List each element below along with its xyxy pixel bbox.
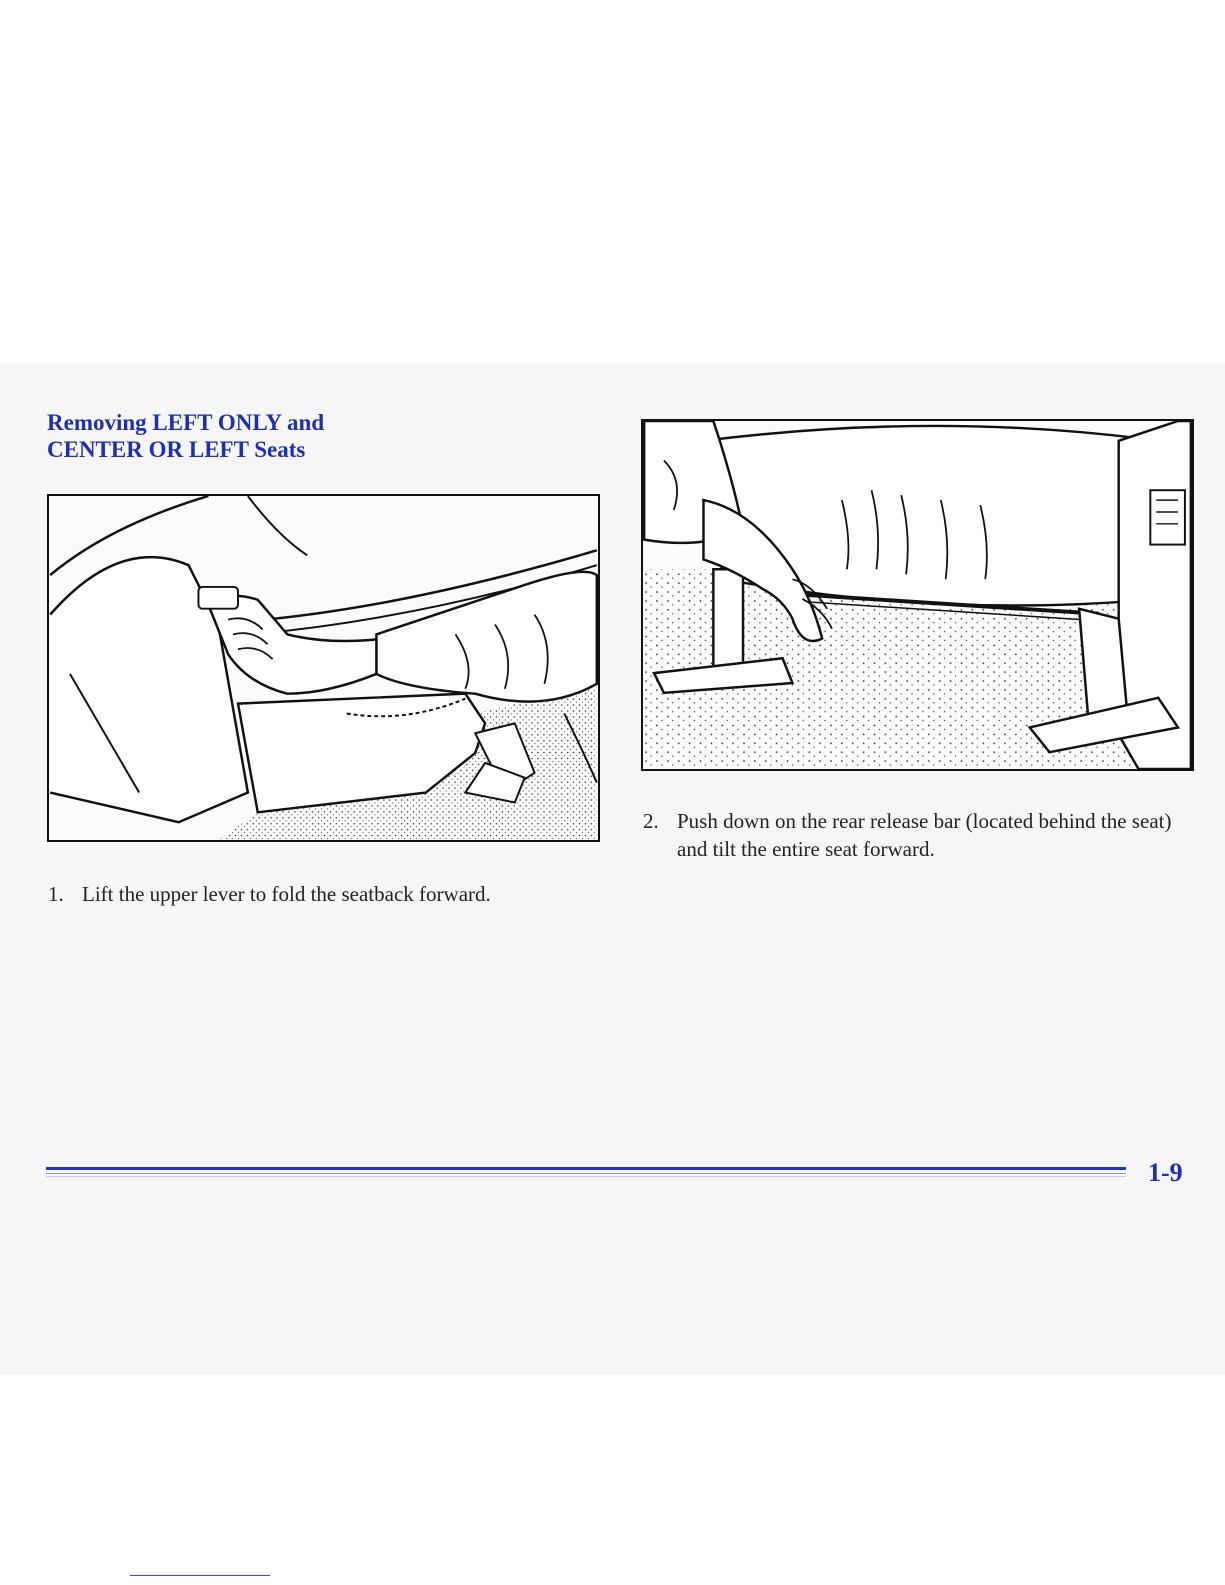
step-number: 2.: [643, 809, 659, 833]
step-number: 1.: [48, 882, 64, 906]
section-heading-line-2: CENTER OR LEFT Seats: [47, 437, 306, 462]
instruction-step-1: [48, 880, 608, 910]
bottom-divider: [130, 1575, 270, 1576]
section-heading-line-1: Removing LEFT ONLY and: [47, 410, 325, 435]
footer-rule: [46, 1167, 1126, 1170]
instruction-step-2: [643, 807, 1203, 867]
illustration-lift-lever: [47, 494, 600, 842]
footer-rule-thin: [46, 1173, 1126, 1174]
illustration-rear-release-bar: [641, 419, 1194, 771]
step-text: Lift the upper lever to fold the seatback forward.: [82, 882, 491, 906]
section-heading: [47, 409, 467, 463]
step-text: Push down on the rear release bar (located behind the seat) and tilt the entire seat forward.: [677, 809, 1172, 861]
page-number: 1-9: [1148, 1158, 1183, 1187]
footer-rule-faint: [46, 1176, 1126, 1177]
